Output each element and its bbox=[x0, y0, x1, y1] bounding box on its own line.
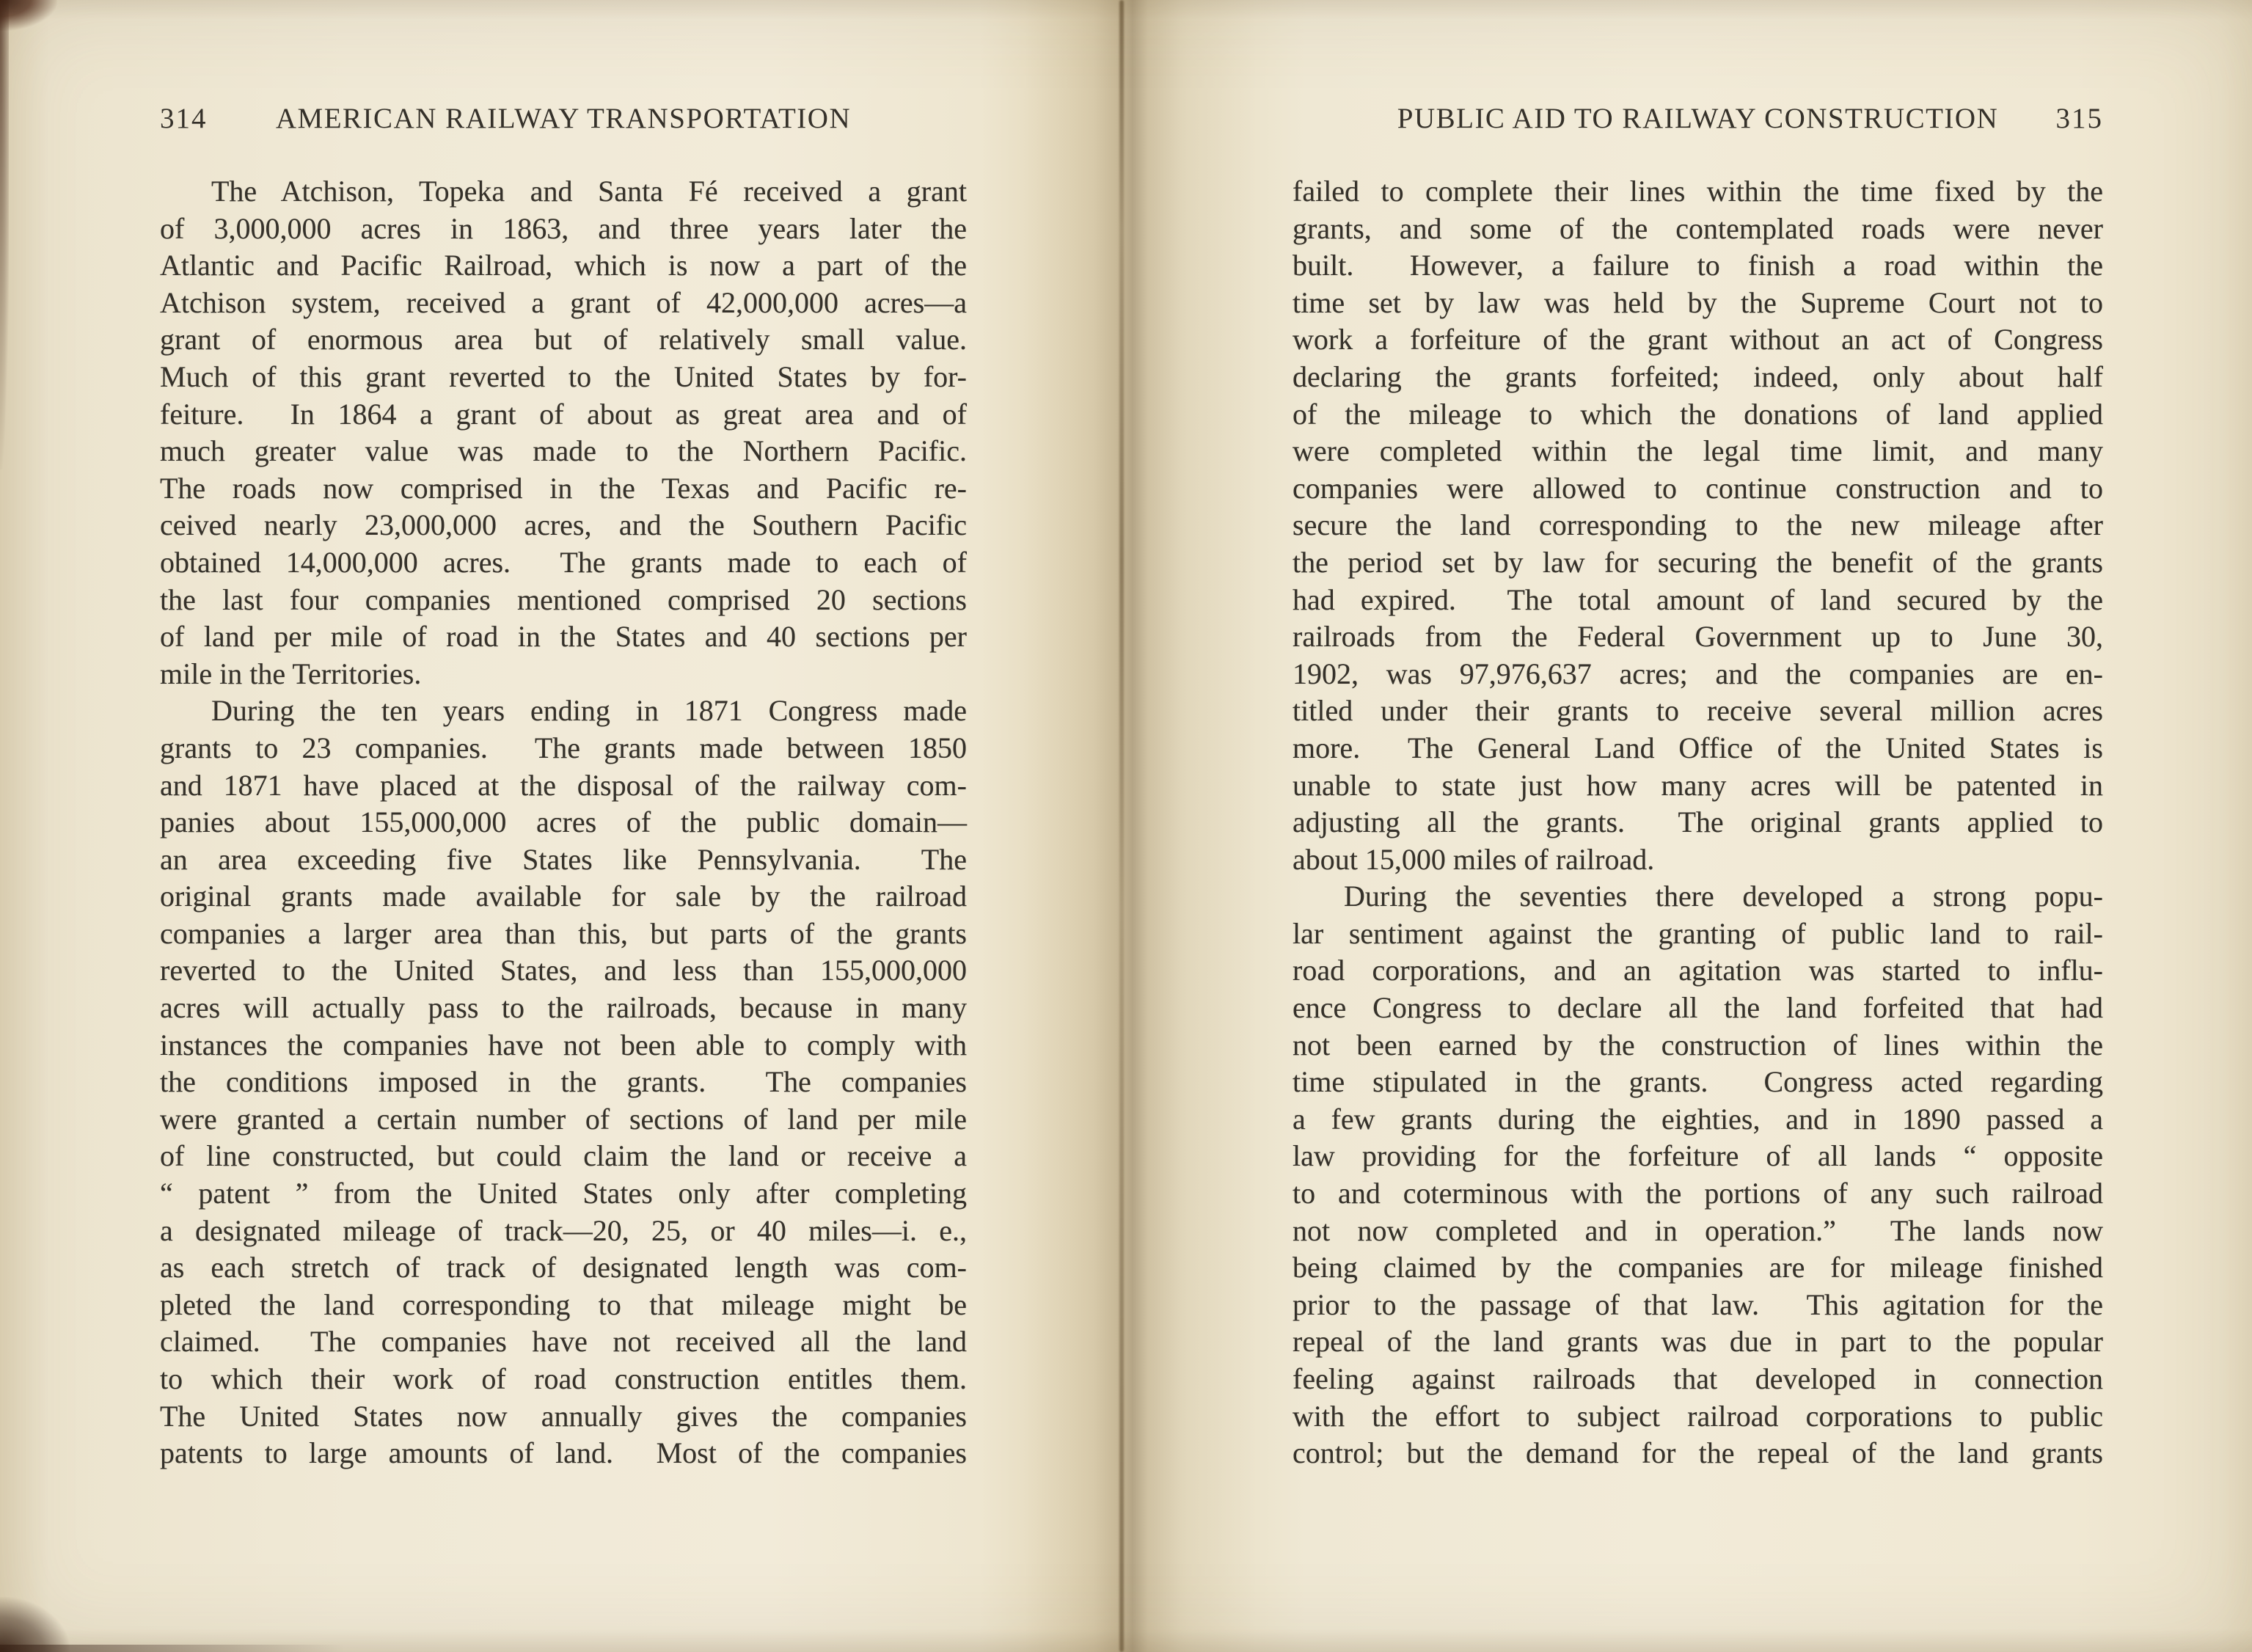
right-running-title: PUBLIC AID TO RAILWAY CONSTRUCTION bbox=[1397, 103, 1999, 134]
text-line: the period set by law for securing the benefit of the grants bbox=[1293, 545, 2103, 579]
text-line: reverted to the United States, and less than 155,000,000 bbox=[160, 954, 967, 987]
text-line: law providing for the forfeiture of all lands “ opposite bbox=[1293, 1139, 2103, 1173]
text-line: lar sentiment against the granting of public land to rail- bbox=[1293, 916, 2103, 950]
text-line: of line constructed, but could claim the land or receive a bbox=[160, 1139, 967, 1173]
text-line: control; but the demand for the repeal of the land grants bbox=[1293, 1436, 2103, 1470]
text-line: The Atchison, Topeka and Santa Fé received a grant bbox=[211, 175, 967, 208]
text-line: an area exceeding five States like Pennsylvania. The bbox=[160, 842, 967, 876]
text-line: panies about 155,000,000 acres of the public domain— bbox=[160, 805, 967, 839]
right-page-text bbox=[1293, 173, 2103, 1472]
text-line: Atlantic and Pacific Railroad, which is now a part of the bbox=[160, 249, 967, 282]
text-line: “ patent ” from the United States only after completing bbox=[160, 1177, 967, 1210]
text-line: secure the land corresponding to the new mileage after bbox=[1293, 508, 2103, 542]
text-line: not now completed and in operation.” The lands now bbox=[1293, 1213, 2103, 1247]
book-edge-top-left bbox=[0, 0, 57, 31]
book-edge-bottom bbox=[0, 1645, 345, 1652]
left-running-title: AMERICAN RAILWAY TRANSPORTATION bbox=[275, 103, 852, 134]
text-line: The United States now annually gives the companies bbox=[160, 1399, 967, 1433]
text-line: mile in the Territories. bbox=[160, 657, 422, 690]
text-line: Much of this grant reverted to the United States by for- bbox=[160, 359, 967, 393]
text-line: being claimed by the companies are for mileage finished bbox=[1293, 1251, 2103, 1284]
text-line: railroads from the Federal Government up to June 30, bbox=[1293, 620, 2103, 654]
text-line: During the seventies there developed a strong popu- bbox=[1344, 880, 2103, 913]
text-line: road corporations, and an agitation was started to influ- bbox=[1293, 954, 2103, 987]
text-line: to and coterminous with the portions of any such railroad bbox=[1293, 1177, 2103, 1210]
text-line: a few grants during the eighties, and in 1890 passed a bbox=[1293, 1102, 2103, 1136]
text-line: and 1871 have placed at the disposal of the railway com- bbox=[160, 768, 967, 802]
text-line: work a forfeiture of the grant without an act of Congress bbox=[1293, 323, 2103, 357]
text-line: the conditions imposed in the grants. The companies bbox=[160, 1065, 967, 1099]
gutter-shadow bbox=[1023, 0, 1258, 1652]
text-line: grant of enormous area but of relatively small value. bbox=[160, 323, 967, 357]
text-line: ceived nearly 23,000,000 acres, and the Southern Pacific bbox=[160, 508, 967, 542]
text-line: time stipulated in the grants. Congress acted regarding bbox=[1293, 1065, 2103, 1099]
text-line: to which their work of road construction entitles them. bbox=[160, 1362, 967, 1395]
book-edge-left bbox=[0, 0, 9, 469]
left-running-head bbox=[160, 103, 967, 141]
text-line: titled under their grants to receive several million acres bbox=[1293, 694, 2103, 728]
text-line: about 15,000 miles of railroad. bbox=[1293, 842, 1655, 876]
text-line: were granted a certain number of sections of land per mile bbox=[160, 1102, 967, 1136]
left-page bbox=[160, 103, 967, 1470]
text-line: adjusting all the grants. The original grants applied to bbox=[1293, 805, 2103, 839]
right-running-head bbox=[1293, 103, 2103, 141]
text-line: had expired. The total amount of land secured by the bbox=[1293, 582, 2103, 616]
text-line: a designated mileage of track—20, 25, or 40 miles—i. e., bbox=[160, 1213, 967, 1247]
text-line: of the mileage to which the donations of land applied bbox=[1293, 397, 2103, 431]
text-line: failed to complete their lines within the time fixed by the bbox=[1293, 175, 2103, 208]
text-line: patents to large amounts of land. Most of the companies bbox=[160, 1436, 967, 1470]
text-line: the last four companies mentioned comprised 20 sections bbox=[160, 582, 967, 616]
book-edge-bottom-left bbox=[0, 1597, 70, 1652]
text-line: acres will actually pass to the railroads, because in many bbox=[160, 991, 967, 1025]
text-line: of 3,000,000 acres in 1863, and three years later the bbox=[160, 211, 967, 245]
text-line: 1902, was 97,976,637 acres; and the companies are en- bbox=[1293, 657, 2103, 690]
text-line: repeal of the land grants was due in part to the popular bbox=[1293, 1325, 2103, 1359]
text-line: of land per mile of road in the States and 40 sections per bbox=[160, 620, 967, 654]
text-line: companies were allowed to continue construction and to bbox=[1293, 471, 2103, 505]
text-line: not been earned by the construction of lines within the bbox=[1293, 1028, 2103, 1061]
text-line: companies a larger area than this, but parts of the grants bbox=[160, 916, 967, 950]
gutter-crease bbox=[1119, 0, 1124, 1652]
text-line: prior to the passage of that law. This agitation for the bbox=[1293, 1287, 2103, 1321]
text-line: much greater value was made to the Northern Pacific. bbox=[160, 434, 967, 468]
text-line: grants to 23 companies. The grants made between 1850 bbox=[160, 731, 967, 764]
text-line: Atchison system, received a grant of 42,000,000 acres—a bbox=[160, 285, 967, 319]
text-line: declaring the grants forfeited; indeed, only about half bbox=[1293, 359, 2103, 393]
left-page-text bbox=[160, 173, 967, 1472]
text-line: with the effort to subject railroad corporations to public bbox=[1293, 1399, 2103, 1433]
text-line: more. The General Land Office of the United States is bbox=[1293, 731, 2103, 764]
right-page bbox=[1293, 103, 2103, 1470]
text-line: The roads now comprised in the Texas and Pacific re- bbox=[160, 471, 967, 505]
text-line: obtained 14,000,000 acres. The grants made to each of bbox=[160, 545, 967, 579]
text-line: built. However, a failure to finish a road within the bbox=[1293, 249, 2103, 282]
text-line: ence Congress to declare all the land forfeited that had bbox=[1293, 991, 2103, 1025]
text-line: as each stretch of track of designated length was com- bbox=[160, 1251, 967, 1284]
text-line: grants, and some of the contemplated roads were never bbox=[1293, 211, 2103, 245]
text-line: During the ten years ending in 1871 Congress made bbox=[211, 694, 967, 728]
text-line: original grants made available for sale by the railroad bbox=[160, 880, 967, 913]
left-page-number: 314 bbox=[160, 103, 208, 134]
text-line: time set by law was held by the Supreme Court not to bbox=[1293, 285, 2103, 319]
right-page-number: 315 bbox=[2055, 103, 2103, 134]
text-line: pleted the land corresponding to that mileage might be bbox=[160, 1287, 967, 1321]
text-line: instances the companies have not been able to comply with bbox=[160, 1028, 967, 1061]
text-line: claimed. The companies have not received all the land bbox=[160, 1325, 967, 1359]
text-line: feiture. In 1864 a grant of about as great area and of bbox=[160, 397, 967, 431]
text-line: feeling against railroads that developed in connection bbox=[1293, 1362, 2103, 1395]
text-line: unable to state just how many acres will be patented in bbox=[1293, 768, 2103, 802]
text-line: were completed within the legal time limit, and many bbox=[1293, 434, 2103, 468]
